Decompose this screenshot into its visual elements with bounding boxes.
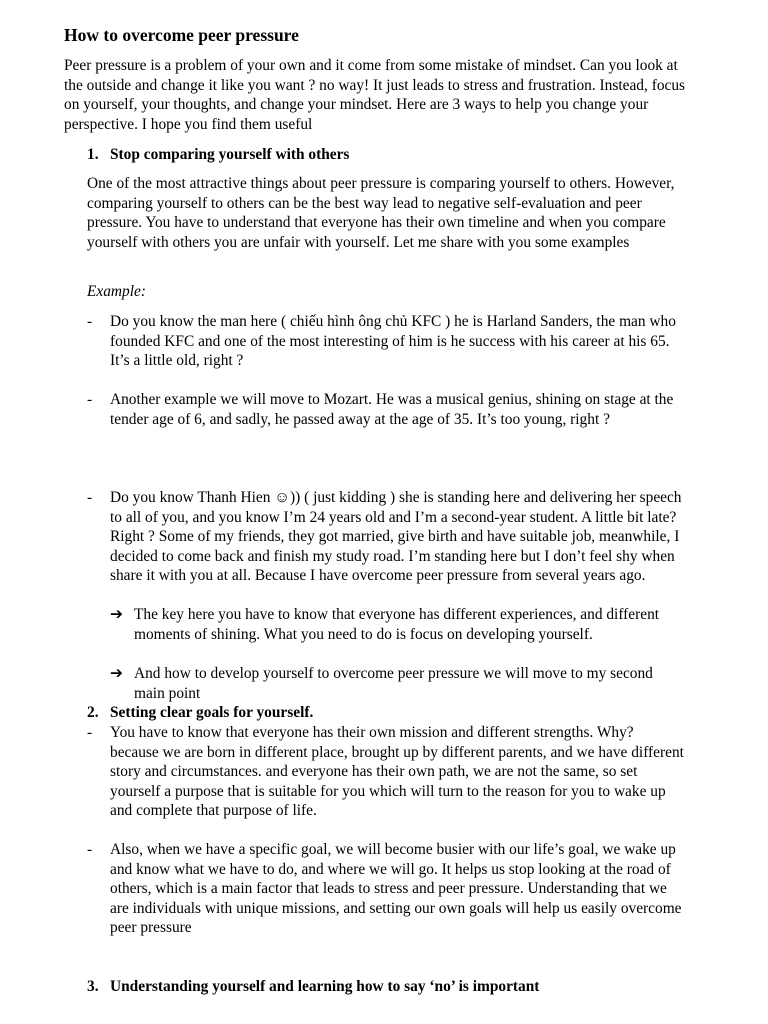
arrow-icon: ➔ — [110, 606, 123, 623]
list-dash: - — [87, 391, 93, 408]
section-2-heading: Setting clear goals for yourself. — [110, 704, 314, 721]
example-label: Example: — [87, 283, 146, 300]
list-item: Do you know Thanh Hien ☺)) ( just kidding ) she is standing here and delivering her speech to all of you, and you know I’m 24 years old and I’m a second-year student. A little bit late? Right ? Some of my friends, they got married, give birth and have suitable job, meanwhile, I decided to come back and finish my study road. I’m standing here but I don’t feel shy when share it with you at all. Because I have overcome peer pressure from several years ago. — [110, 489, 682, 585]
arrow-item: The key here you have to know that everyone has different experiences, and different moments of shining. What you need to do is focus on developing yourself. — [134, 606, 660, 643]
intro-paragraph: Peer pressure is a problem of your own and it come from some mistake of mindset. Can you look at the outside and change it like you want ? no way! It just leads to stress and frustration. Instead, focus on yourself, your thoughts, and change your mindset. Here are 3 ways to help you change your perspective. I hope you find them useful — [64, 57, 686, 133]
section-1-body: One of the most attractive things about peer pressure is comparing yourself to others. However, comparing yourself to others can be the best way lead to negative self-evaluation and peer pressure. You have to understand that everyone has their own timeline and when you compare yourself with others you are unfair with yourself. Let me share with you some examples — [87, 175, 675, 251]
list-dash: - — [87, 313, 93, 330]
list-dash: - — [87, 724, 93, 741]
list-dash: - — [87, 489, 93, 506]
list-dash: - — [87, 841, 93, 858]
section-2-number: 2. — [87, 704, 99, 721]
arrow-item: And how to develop yourself to overcome peer pressure we will move to my second main point — [134, 665, 653, 702]
section-1-number: 1. — [87, 146, 99, 163]
section-1-heading: Stop comparing yourself with others — [110, 146, 350, 163]
arrow-icon: ➔ — [110, 665, 123, 682]
section-3-heading: Understanding yourself and learning how to say ‘no’ is important — [110, 978, 540, 995]
document-title: How to overcome peer pressure — [64, 25, 299, 45]
list-item: Do you know the man here ( chiếu hình ông chủ KFC ) he is Harland Sanders, the man who founded KFC and one of the most interesting of him is he success with his career at his 65. It’s a little old, right ? — [110, 313, 676, 370]
section-3-number: 3. — [87, 978, 99, 995]
list-item: Also, when we have a specific goal, we will become busier with our life’s goal, we wake up and know what we have to do, and where we will go. It helps us stop looking at the road of others, which is a main factor that leads to stress and peer pressure. Understanding that we are individuals with unique missions, and setting our own goals will help us easily overcome peer pressure — [110, 841, 682, 937]
list-item: You have to know that everyone has their own mission and different strengths. Why? because we are born in different place, brought up by different parents, and we have different story and circumstances. and everyone has their own path, we are not the same, so set yourself a purpose that is suitable for you which will turn to the reason for you to wake up and complete that purpose of life. — [110, 724, 684, 820]
list-item: Another example we will move to Mozart. He was a musical genius, shining on stage at the tender age of 6, and sadly, he passed away at the age of 35. It’s too young, right ? — [110, 391, 674, 428]
